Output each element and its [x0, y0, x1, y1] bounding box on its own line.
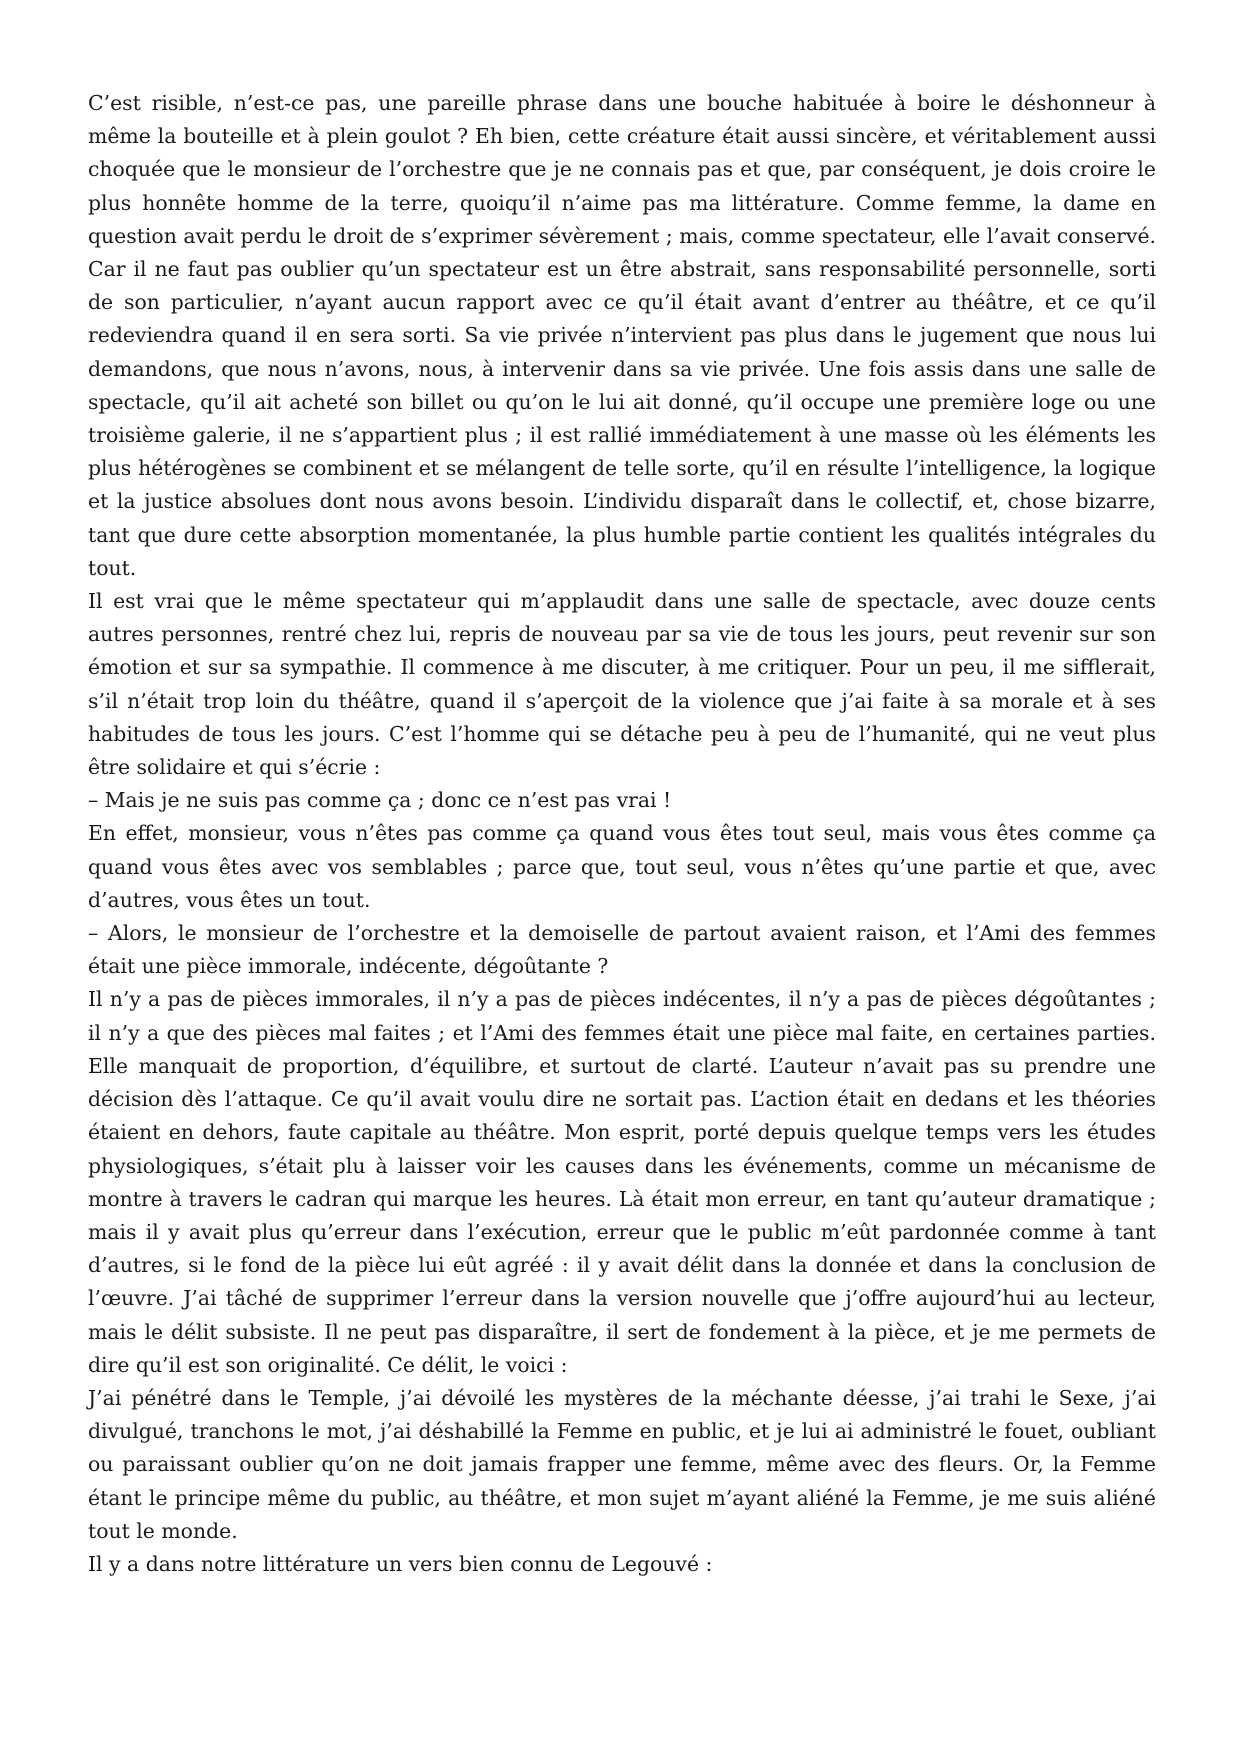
- paragraph-objection-not-true: – Mais je ne suis pas comme ça ; donc ce n’est pas vrai !: [88, 788, 672, 813]
- paragraph-spectator-abstract: C’est risible, n’est-ce pas, une pareille phrase dans une bouche habituée à boire le déshonneur à même la bouteille et à plein goulot ? Eh bien, cette créature était aussi sincère, et véritablement aussi choquée que le monsieur de l’orchestre que je ne connais pas et que, par conséquent, je dois croire le plus honnête homme de la terre, quoiqu’il n’aime pas ma littérature. Comme femme, la dame en question avait perdu le droit de s’exprimer sévèrement ; mais, comme spectateur, elle l’avait conservé. Car il ne faut pas oublier qu’un spectateur est un être abstrait, sans responsabilité personnelle, sorti de son particulier, n’ayant aucun rapport avec ce qu’il était avant d’entrer au théâtre, et ce qu’il redeviendra quand il en sera sorti. Sa vie privée n’intervient pas plus dans le jugement que nous lui demandons, que nous n’avons, nous, à intervenir dans sa vie privée. Une fois assis dans une salle de spectacle, qu’il ait acheté son billet ou qu’on le lui ait donné, qu’il occupe une première loge ou une troisième galerie, il ne s’appartient plus ; il est rallié immédiatement à une masse où les éléments les plus hétérogènes se combinent et se mélangent de telle sorte, qu’il en résulte l’intelligence, la logique et la justice absolues dont nous avons besoin. L’individu disparaît dans le collectif, et, chose bizarre, tant que dure cette absorption momentanée, la plus humble partie contient les qualités intégrales du tout.: [88, 91, 1156, 580]
- paragraph-spectator-at-home: Il est vrai que le même spectateur qui m’applaudit dans une salle de spectacle, avec douze cents autres personnes, rentré chez lui, repris de nouveau par sa vie de tous les jours, peut revenir sur son émotion et sur sa sympathie. Il commence à me discuter, à me critiquer. Pour un peu, il me sifflerait, s’il n’était trop loin du théâtre, quand il s’aperçoit de la violence que j’ai faite à sa morale et à ses habitudes de tous les jours. C’est l’homme qui se détache peu à peu de l’humanité, qui ne veut plus être solidaire et qui s’écrie :: [88, 589, 1156, 780]
- paragraph-question-immoral: – Alors, le monsieur de l’orchestre et la demoiselle de partout avaient raison, et l’Ami des femmes était une pièce immorale, indécente, dégoûtante ?: [88, 921, 1156, 979]
- paragraph-badly-made-plays: Il n’y a pas de pièces immorales, il n’y a pas de pièces indécentes, il n’y a pas de pièces dégoûtantes ; il n’y a que des pièces mal faites ; et l’Ami des femmes était une pièce mal faite, en certaines parties. Elle manquait de proportion, d’équilibre, et surtout de clarté. L’auteur n’avait pas su prendre une décision dès l’attaque. Ce qu’il avait voulu dire ne sortait pas. L’action était en dedans et les théories étaient en dehors, faute capitale au théâtre. Mon esprit, porté depuis quelque temps vers les études physiologiques, s’était plu à laisser voir les causes dans les événements, comme un mécanisme de montre à travers le cadran qui marque les heures. Là était mon erreur, en tant qu’auteur dramatique ; mais il y avait plus qu’erreur dans l’exécution, erreur que le public m’eût pardonnée comme à tant d’autres, si le fond de la pièce lui eût agréé : il y avait délit dans la donnée et dans la conclusion de l’œuvre. J’ai tâché de supprimer l’erreur dans la version nouvelle que j’offre aujourd’hui au lecteur, mais le délit subsiste. Il ne peut pas disparaître, il sert de fondement à la pièce, et je me permets de dire qu’il est son originalité. Ce délit, le voici :: [88, 987, 1156, 1377]
- document-page: [88, 87, 1156, 1581]
- paragraph-reply-monsieur: En effet, monsieur, vous n’êtes pas comme ça quand vous êtes tout seul, mais vous êtes comme ça quand vous êtes avec vos semblables ; parce que, tout seul, vous n’êtes qu’une partie et que, avec d’autres, vous êtes un tout.: [88, 821, 1156, 912]
- paragraph-legouve-verse: Il y a dans notre littérature un vers bien connu de Legouvé :: [88, 1551, 713, 1576]
- paragraph-temple-offense: J’ai pénétré dans le Temple, j’ai dévoilé les mystères de la méchante déesse, j’ai trahi le Sexe, j’ai divulgué, tranchons le mot, j’ai déshabillé la Femme en public, et je lui ai administré le fouet, oubliant ou paraissant oublier qu’on ne doit jamais frapper une femme, même avec des fleurs. Or, la Femme étant le principe même du public, au théâtre, et mon sujet m’ayant aliéné la Femme, je me suis aliéné tout le monde.: [88, 1385, 1156, 1543]
